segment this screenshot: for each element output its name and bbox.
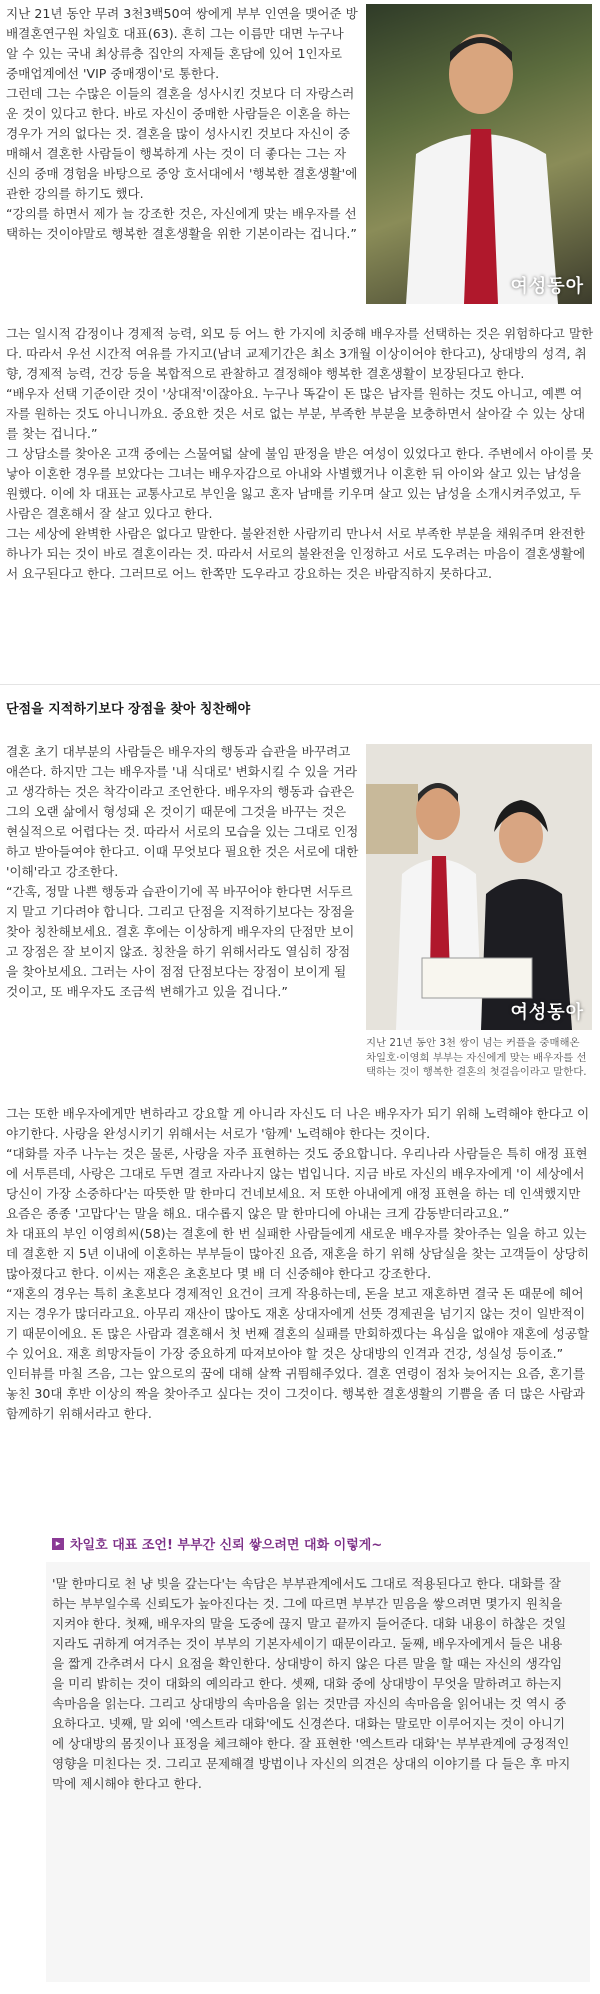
quote-paragraph: “배우자 선택 기준이란 것이 '상대적'이잖아요. 누구나 똑같이 돈 많은 남자를 원하는 것도 아니고, 예쁜 여자를 원하는 것도 아니니까요. 중요한 것은 서로 없는 부분, 부족한 부분을 보충하면서 살아갈 수 있는 상대를 찾는 겁니다.” xyxy=(6,386,586,441)
portrait-photo xyxy=(366,4,592,304)
paragraph: 그런데 그는 수많은 이들의 결혼을 성사시킨 것보다 더 자랑스러운 것이 있다고 한다. 바로 자신이 중매한 사람들은 이혼을 하는 경우가 거의 없다는 것. 결혼을 많이 성사시킨 것보다 자신이 중매해서 결혼한 사람들이 행복하게 사는 것이 더 좋다는 그는 자신의 중매 경험을 바탕으로 중앙 호서대에서 '행복한 결혼생활'에 관한 강의를 하기도 했다. xyxy=(6,86,358,201)
man-portrait-icon xyxy=(366,4,592,304)
paragraph: 그는 또한 배우자에게만 변하라고 강요할 게 아니라 자신도 더 나은 배우자가 되기 위해 노력해야 한다고 이야기한다. 사랑을 완성시키기 위해서는 서로가 '함께' 노력해야 한다는 것이다. xyxy=(6,1106,590,1141)
paragraph: 인터뷰를 마칠 즈음, 그는 앞으로의 꿈에 대해 살짝 귀띔해주었다. 결혼 연령이 점차 늦어지는 요즘, 혼기를 놓친 30대 후반 이상의 짝을 찾아주고 싶다는 것이 그것이다. 행복한 결혼생활의 기쁨을 좀 더 많은 사람과 함께하기 위해서라고 한다. xyxy=(6,1366,586,1421)
advice-title xyxy=(52,1534,382,1553)
paragraph: 지난 21년 동안 무려 3천3백50여 쌍에게 부부 인연을 맺어준 방배결혼연구원 차일호 대표(63). 흔히 그는 이름만 대면 누구나 알 수 있는 국내 최상류층 집안의 자제들 혼담에 있어 1인자로 중매업계에선 'VIP 중매쟁이'로 통한다. xyxy=(6,6,358,81)
watermark: 여성동아 xyxy=(510,1002,584,1023)
paragraph: 차 대표의 부인 이영희씨(58)는 결혼에 한 번 실패한 사람들에게 새로운 배우자를 찾아주는 일을 하고 있는데 결혼한 지 5년 이내에 이혼하는 부부들이 많아진 요즘, 재혼을 하기 위해 상담실을 찾는 고객들이 상당히 많아졌다고 한다. 이씨는 재혼은 초혼보다 몇 배 더 신중해야 한다고 강조한다. xyxy=(6,1226,590,1281)
quote-paragraph: “재혼의 경우는 특히 초혼보다 경제적인 요건이 크게 작용하는데, 돈을 보고 재혼하면 결국 돈 때문에 헤어지는 경우가 많더라고요. 아무리 재산이 많아도 재혼 상대자에게 선뜻 경제권을 넘기지 않는 것이 일반적이기 때문이에요. 돈 많은 사람과 결혼해서 첫 번째 결혼의 실패를 만회하겠다는 욕심을 없애야 재혼에 성공할 수 있어요. 재혼 희망자들이 가장 중요하게 따져보아야 할 것은 상대방의 인격과 건강, 성실성 등이죠.” xyxy=(6,1286,590,1361)
advice-text: '말 한마디로 천 냥 빚을 갚는다'는 속담은 부부관계에서도 그대로 적용된다고 한다. 대화를 잘하는 부부일수록 신뢰도가 높아진다는 것. 그에 따르면 부부간 믿음을 쌓으려면 몇가지 원칙을 지켜야 한다. 첫째, 배우자의 말을 도중에 끊지 말고 끝까지 들어준다. 대화 내용이 하찮은 것일지라도 귀하게 여겨주는 것이 부부의 기본자세이기 때문이라고. 둘째, 배우자에게서 들은 내용을 짧게 간추려서 다시 요점을 확인한다. 상대방이 하지 않은 다른 말을 할 때는 자신의 생각임을 미리 밝히는 것이 대화의 예의라고 한다. 셋째, 대화 중에 상대방이 무엇을 말하려고 하는지 속마음을 읽는다. 그리고 상대방의 속마음을 읽는 것만큼 자신의 속마음을 읽어내는 것 역시 중요하다고. 넷째, 말 외에 '엑스트라 대화'에도 신경쓴다. 대화는 말로만 이루어지는 것이 아니기에 상대방의 몸짓이나 표정을 체크해야 한다. 잘 표현한 '엑스트라 대화'는 부부관계에 긍정적인 영향을 미친다는 것. 그리고 문제해결 방법이나 자신의 의견은 상대의 이야기를 다 들은 후 마지막에 제시해야 한다고 한다. xyxy=(52,1576,571,1791)
article-body-1 xyxy=(6,324,594,584)
quote-paragraph: “대화를 자주 나누는 것은 물론, 사랑을 자주 표현하는 것도 중요합니다. 우리나라 사람들은 특히 애정 표현에 서투른데, 사랑은 그대로 두면 결코 자라나지 않는 법입니다. 지금 바로 자신의 배우자에게 '이 세상에서 당신이 가장 소중하다'는 따뜻한 말 한마디 건네보세요. 저 또한 아내에게 애정 표현을 하는 데 인색했지만 요즘은 종종 '고맙다'는 말을 해요. 대수롭지 않은 말 한마디에 아내는 크게 감동받더라고요.” xyxy=(6,1146,588,1221)
advice-title-text: 차일호 대표 조언! 부부간 신뢰 쌓으려면 대화 이렇게~ xyxy=(70,1538,383,1553)
article-body-3 xyxy=(6,1104,594,1424)
section-heading: 단점을 지적하기보다 장점을 찾아 칭찬해야 xyxy=(6,702,251,717)
paragraph: 그는 일시적 감정이나 경제적 능력, 외모 등 어느 한 가지에 치중해 배우자를 선택하는 것은 위험하다고 말한다. 따라서 우선 시간적 여유를 가지고(남녀 교제기간은 최소 3개월 이상이어야 한다고), 상대방의 성격, 취향, 경제적 능력, 건강 등을 복합적으로 관찰하고 결정해야 행복한 결혼생활이 보장된다고 한다. xyxy=(6,326,594,381)
watermark: 여성동아 xyxy=(510,276,584,297)
section-divider xyxy=(0,684,600,685)
paragraph: 결혼 초기 대부분의 사람들은 배우자의 행동과 습관을 바꾸려고 애쓴다. 하지만 그는 배우자를 '내 식대로' 변화시킬 수 있을 거라고 생각하는 것은 착각이라고 조언한다. 배우자의 행동과 습관은 그의 오랜 삶에서 형성돼 온 것이기 때문에 그것을 바꾸는 것은 현실적으로 어렵다는 것. 따라서 서로의 모습을 있는 그대로 인정하고 받아들여야 한다고. 이때 무엇보다 필요한 것은 서로에 대한 '이해'라고 강조한다. xyxy=(6,744,359,879)
advice-box xyxy=(46,1562,590,1982)
paragraph: 그는 세상에 완벽한 사람은 없다고 말한다. 불완전한 사람끼리 만나서 서로 부족한 부분을 채워주며 완전한 하나가 되는 것이 바로 결혼이라는 것. 따라서 서로의 불완전을 인정하고 서로 도우려는 마음이 결혼생활에서 요구된다고 한다. 그러므로 어느 한쪽만 도우라고 강요하는 것은 바람직하지 못하다고. xyxy=(6,526,586,581)
quote-paragraph: “강의를 하면서 제가 늘 강조한 것은, 자신에게 맞는 배우자를 선택하는 것이야말로 행복한 결혼생활을 위한 기본이라는 겁니다.” xyxy=(6,206,357,241)
bullet-icon: ▸ xyxy=(52,1538,64,1550)
photo-caption: 지난 21년 동안 3천 쌍이 넘는 커플을 중매해온 차일호·이영희 부부는 자신에게 맞는 배우자를 선택하는 것이 행복한 결혼의 첫걸음이라고 말한다. xyxy=(366,1037,587,1078)
article-intro xyxy=(6,4,358,244)
quote-paragraph: “간혹, 정말 나쁜 행동과 습관이기에 꼭 바꾸어야 한다면 서두르지 말고 기다려야 합니다. 그리고 단점을 지적하기보다는 장점을 찾아 칭찬해보세요. 결혼 후에는 이상하게 배우자의 단점만 보이고 장점은 잘 보이지 않죠. 칭찬을 하기 위해서라도 열심히 장점을 찾아보세요. 그러는 사이 점점 단점보다는 장점이 보이게 될 것이고, 또 배우자도 조금씩 변해가고 있을 겁니다.” xyxy=(6,884,355,999)
couple-portrait-icon xyxy=(366,744,592,1030)
article-body-2 xyxy=(6,742,360,1002)
couple-photo xyxy=(366,744,592,1030)
paragraph: 그 상담소를 찾아온 고객 중에는 스물여덟 살에 불임 판정을 받은 여성이 있었다고 한다. 주변에서 아이를 못 낳아 이혼한 경우를 보았다는 그녀는 배우자감으로 아내와 사별했거나 이혼한 뒤 아이와 살고 있는 남성을 원했다. 이에 차 대표는 교통사고로 부인을 잃고 혼자 남매를 키우며 살고 있는 남성을 소개시켜주었고, 두 사람은 결혼해서 잘 살고 있다고 한다. xyxy=(6,446,594,521)
